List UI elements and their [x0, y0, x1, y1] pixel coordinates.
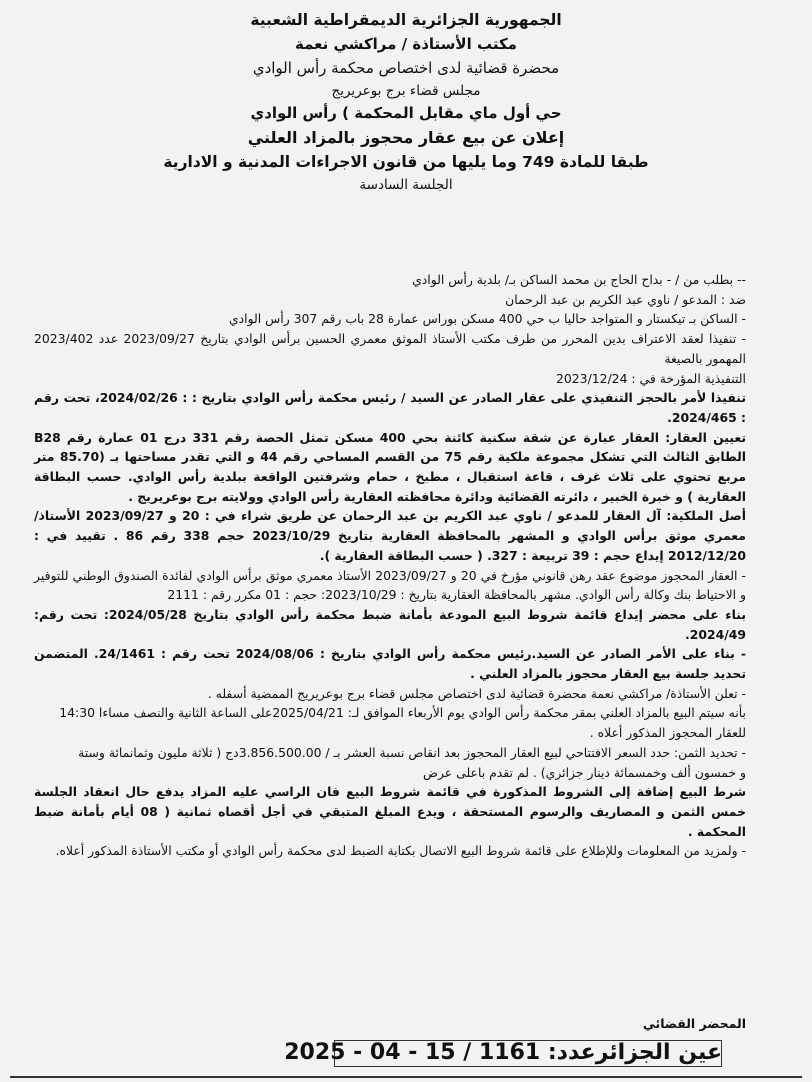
enforcement-date: التنفيذية المؤرخة في : 2023/12/24 — [556, 370, 746, 386]
conditions-filing: بناء على محضر إيداع قائمة شروط البيع المودعة بأمانة ضبط محكمة رأس الوادي بتاريخ 2024/05/28: تحت رقم: 2024/49. — [34, 606, 747, 642]
sale-conditions: شرط البيع إضافة إلى الشروط المذكورة في قائمة شروط البيع فان الراسي عليه المزاد يدفع حال انعقاد الجلسة خمس الثمن و المصاريف والرسوم المستحقة ، ويدع المبلغ المتبقي في أجل أقصاه ثمانية ( 08 أيام بأمانة ضبط المحكمة . — [34, 784, 746, 839]
debt-deed: - تنفيذا لعقد الاعتراف بدين المحرر من طرف مكتب الأستاذ الموثق معمري الحسين برأس الوادي بتاريخ 2023/09/27 عدد 2023/402 المهمور بالصيغة — [34, 331, 746, 366]
defendant-address: - الساكن بـ تيكستار و المتواجد حاليا ب حي 400 مسكن بوراس عمارة 28 باب رقم 307 رأس الوادي — [228, 311, 746, 327]
publication-reference: عين الجزائرعدد: 1161 / 15 - 04 - 2025 — [284, 1040, 722, 1065]
defendant: ضد : المدعو / ناوي عبد الكريم بن عبد الرحمان — [505, 291, 746, 307]
bottom-rule — [10, 1076, 802, 1078]
legal-basis: طبقا للمادة 749 وما يليها من قانون الاجراءات المدنية و الادارية — [163, 153, 649, 171]
requester: -- بطلب من / - بداح الحاج بن محمد الساكن بـ/ بلدية رأس الوادي — [412, 272, 746, 287]
notice-body — [34, 270, 746, 861]
property-description: تعيين العقار: العقار عبارة عن شقة سكنية كائنة بحي 400 مسكن تمثل الحصة رقم 331 درج 01 عمارة رقم B28 الطابق الثالث التي تشكل مجموعة ملكية رقم 75 من القسم المساحي رقم 44 و التي تقدر مساحتها بـ (85.70 متر مربع تحتوي على ثلاث غرف ، قاعة استقبال ، مطبخ ، حمام وشرفتين الواقعة ببلدية رأس الوادي. حسب البطاقة العقارية ) و خبرة الخبير ، دائرته القضائية ودائرة محافظته العقارية رأس الوادي وولايته برج بوعريريج . — [34, 429, 746, 504]
bailiff-announcement: - تعلن الأستاذة/ مراكشي نعمة محضرة قضائية لدى اختصاص مجلس قضاء برج بوعريريج الممضية أسفله . — [207, 685, 746, 701]
session-label: الجلسة السادسة — [359, 177, 453, 193]
notice-header — [0, 8, 812, 196]
republic-title: الجمهورية الجزائرية الديمقراطية الشعبية — [250, 11, 562, 29]
notice-title: إعلان عن بيع عقار محجوز بالمزاد العلني — [247, 128, 565, 147]
mortgage-note: - العقار المحجوز موضوع عقد رهن قانوني مؤرخ في 20 و 2023/09/27 الأستاذ معمري موثق برأس الوادي لفائدة الصندوق الوطني للتوفير و الاحتياط بنك وكالة رأس الوادي. مشهر بالمحافظة العقارية بتاريخ : 2023/10/29: حجم : 01 مكرر رقم : 2111 — [34, 567, 746, 603]
office-title: مكتب الأستاذة / مراكشي نعمة — [295, 35, 517, 53]
ownership-origin: أصل الملكية: آل العقار للمدعو / ناوي عبد الكريم بن عبد الرحمان عن طريق شراء في : 20 و 2023/09/27 الأستاذ/ معمري موثق برأس الوادي و المشهر بالمحافظة العقارية بتاريخ 2023/10/29 حجم 338 رقم 86 . تقييد في : 2012/12/20 إيداع حجم : 39 تربيعة : 327. ( حسب البطاقة العقارية ). — [34, 508, 746, 563]
more-info: - ولمزيد من المعلومات وللإطلاع على قائمة شروط البيع الاتصال بكتابة الضبط لدى محكمة رأس الوادي أو مكتب الأستاذة المذكور أعلاه. — [55, 843, 746, 859]
property-reference: للعقار المحجوز المذكور أعلاه . — [589, 725, 746, 741]
signature: المحضر القضائي — [642, 1016, 746, 1031]
sale-date: بأنه سيتم البيع بالمزاد العلني بمقر محكمة رأس الوادي يوم الأربعاء الموافق لـ: 2025/04/21على الساعة الثانية والنصف مساءا 14:30 — [59, 705, 746, 721]
office-address: حي أول ماي مقابل المحكمة ) رأس الوادي — [250, 104, 562, 122]
opening-price: - تحديد الثمن: حدد السعر الافتتاحي لبيع العقار المحجوز بعد انقاص نسبة العشر بـ / 3.856.500.00دج ( ثلاثة مليون وثمانمائة وستة — [78, 744, 746, 760]
bailiff-jurisdiction: محضرة قضائية لدى اختصاص محكمة رأس الوادي — [252, 59, 560, 77]
session-order: - بناء على الأمر الصادر عن السيد.رئيس محكمة رأس الوادي بتاريخ : 2024/08/06 تحت رقم : 24/1461. المتضمن تحديد جلسة بيع العقار محجوز بالمزاد العلني . — [34, 646, 747, 682]
price-words: و خمسون ألف وخمسمائة دينار جزائري) . لم تقدم باعلى عرض — [422, 764, 746, 780]
seizure-order: تنفيذا لأمر بالحجز التنفيذي على عقار الصادر عن السيد / رئيس محكمة رأس الوادي بتاريخ : : 2024/02/26، تحت رقم : 2024/465. — [34, 390, 746, 425]
court-council: مجلس قضاء برج بوعريريج — [331, 83, 481, 99]
